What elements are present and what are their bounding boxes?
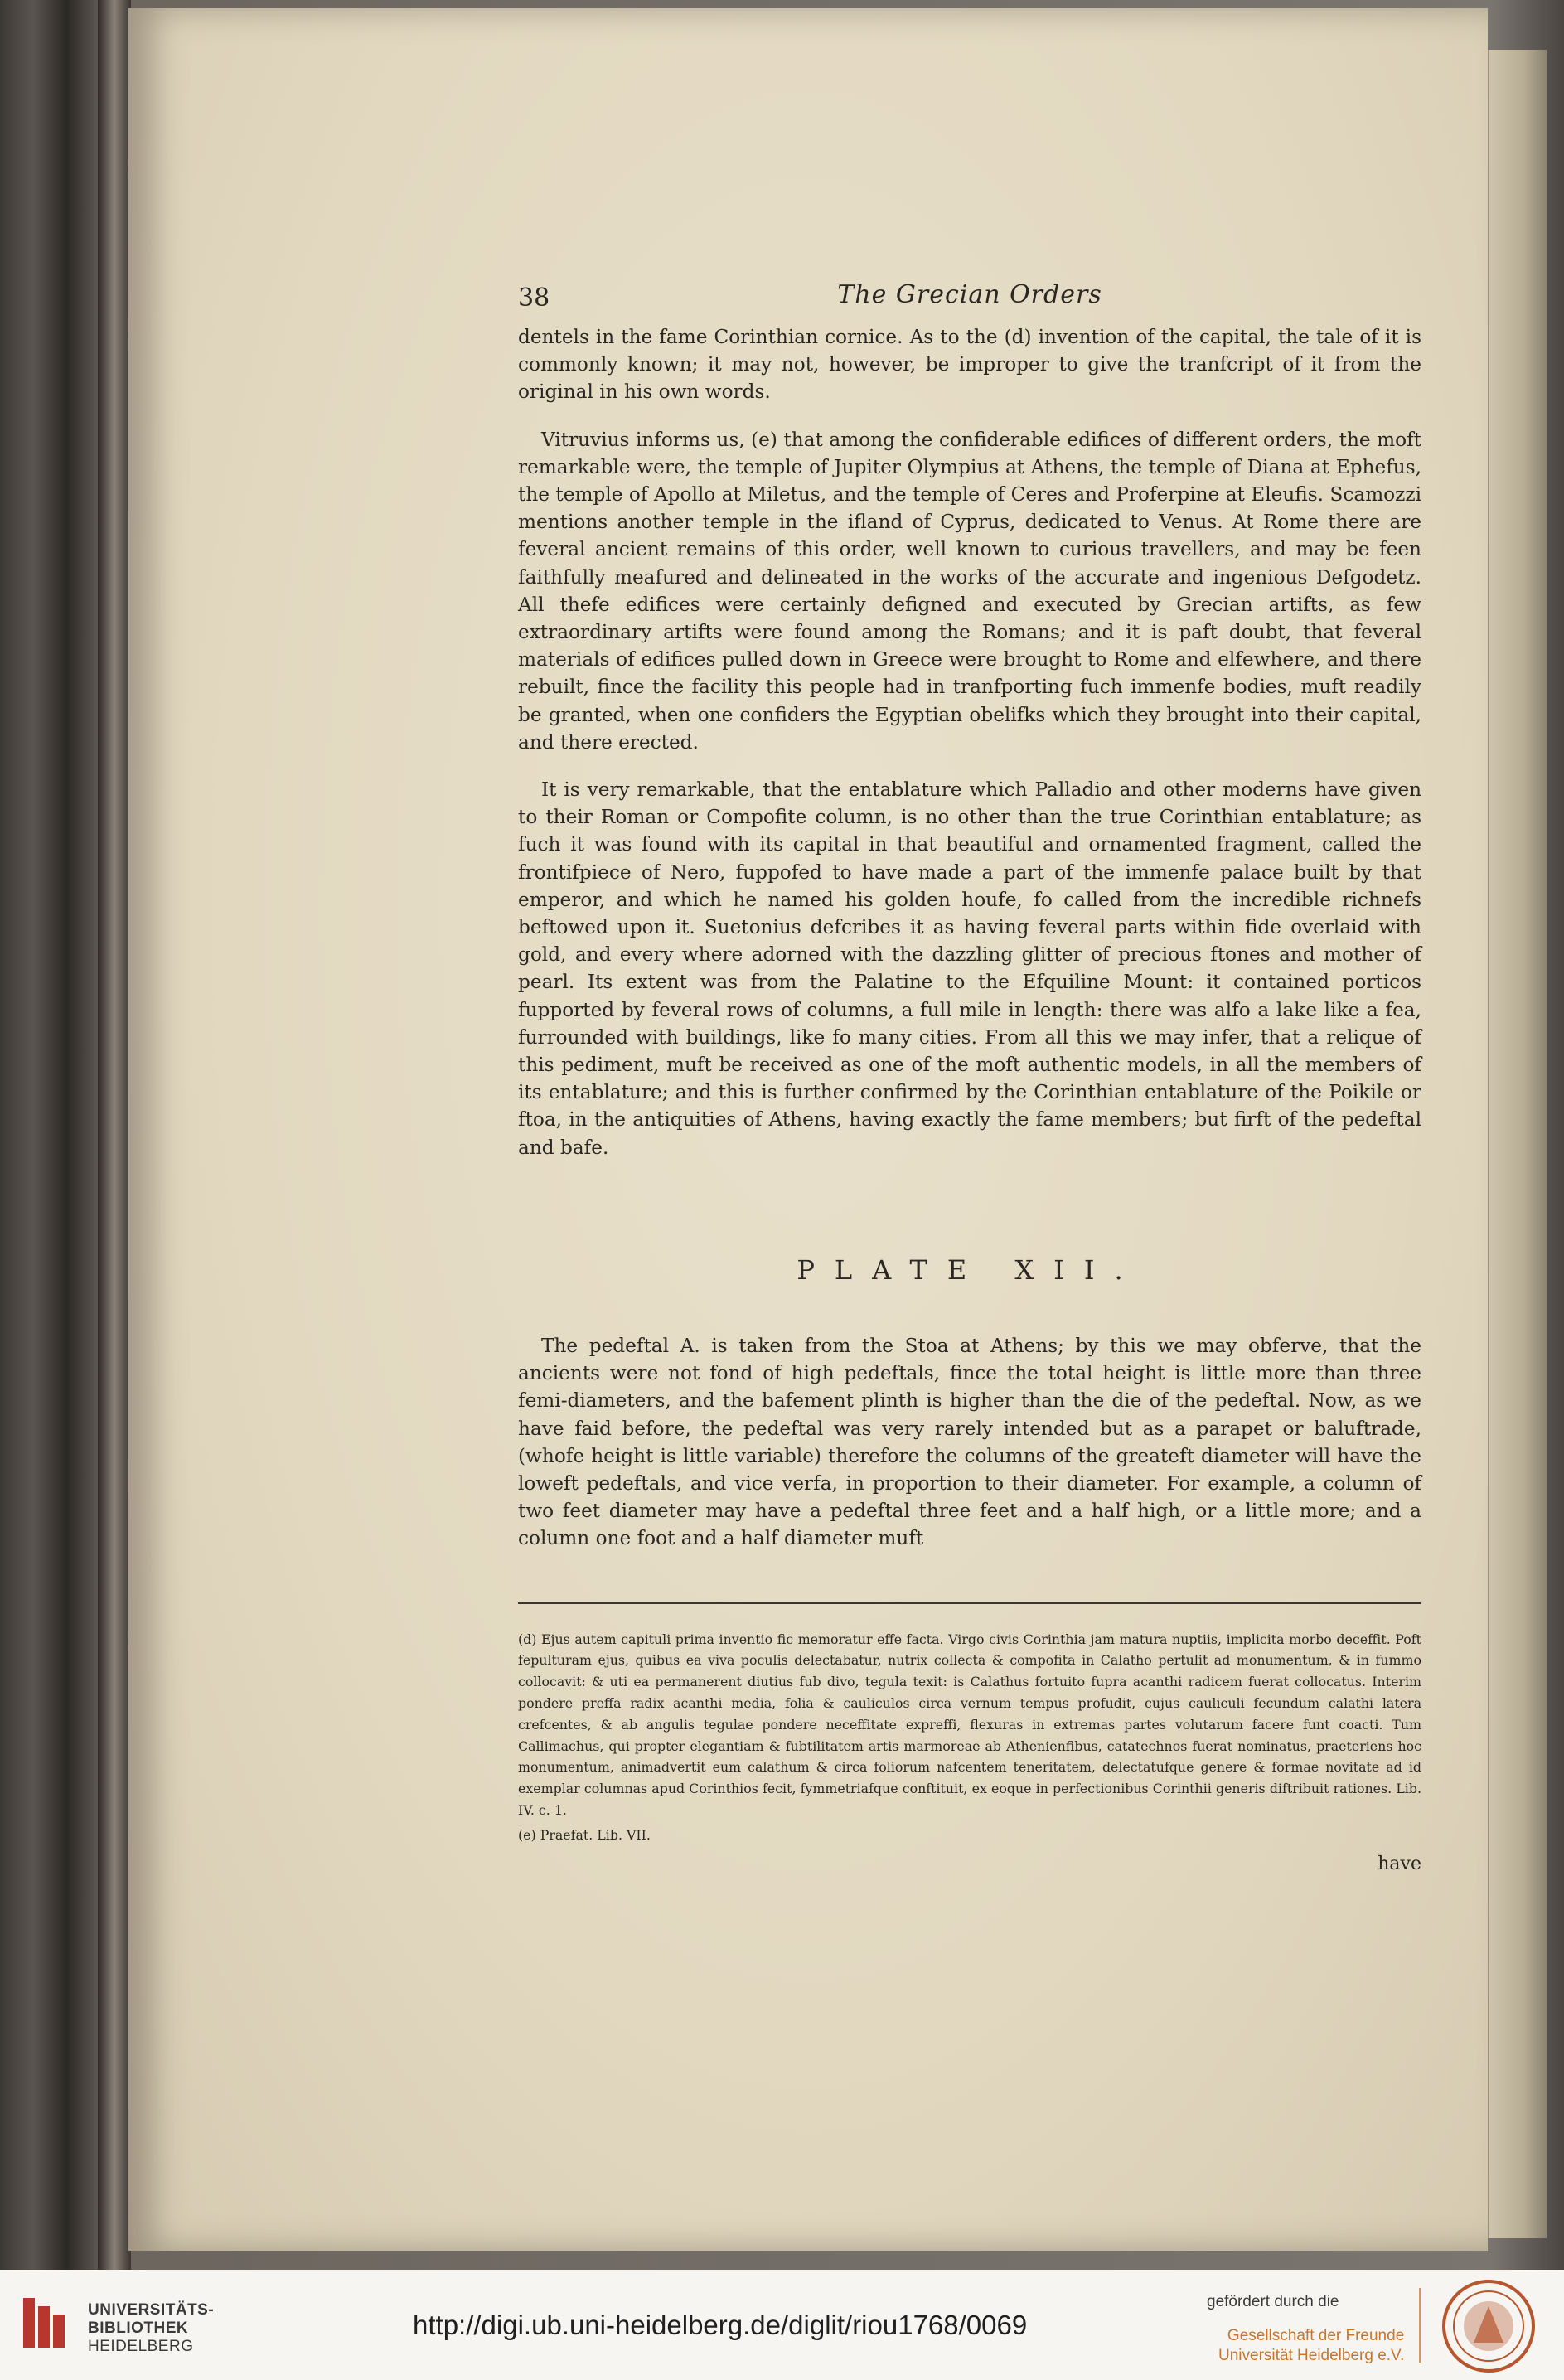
society-line-1: Gesellschaft der Freunde xyxy=(1227,2327,1405,2344)
page-header xyxy=(518,274,1421,323)
library-line-3: HEIDELBERG xyxy=(88,2338,194,2355)
paragraph-3: It is very remarkable, that the entablature which Palladio and other moderns have given to their Roman or Compofite column, is no other than the true Corinthian entablature; as fuch it was found with its capital in that beautiful and ornamented fragment, called the frontifpiece of Nero, fuppofed to have made a part of the immenfe palace built by that emperor, and which he named his golden houfe, fo called from the incredible richnefs beftowed upon it. Suetonius defcribes it as having feveral parts within fide overlaid with gold, and every where adorned with the dazzling glitter of precious ftones and mother of pearl. Its extent was from the Palatine to the Efquiline Mount: it contained porticos fupported by feveral rows of columns, a full mile in length: there was alfo a lake like a fea, furrounded with buildings, like fo many cities. From all this we may infer, that a relique of this pediment, muft be received as one of the moft authentic models, in all the members of its entablature; and this is further confirmed by the Corinthian entablature of the Poikile or ftoa, in the antiquities of Athens, having exactly the fame members; but firft of the pedeftal and bafe. xyxy=(518,778,1421,1159)
book-spine xyxy=(98,0,131,2270)
plate-paragraph: The pedeftal A. is taken from the Stoa at Athens; by this we may obferve, that the ancients were not fond of high pedeftals, fince the total height is little more than three femi-diameters, and the bafement plinth is higher than the die of the pedeftal. Now, as we have faid before, the pedeftal was very rarely intended but as a parapet or baluftrade, (whofe height is little variable) therefore the columns of the greateft diameter will have the loweft pedeftals, and vice verfa, in proportion to their diameter. For example, a column of two feet diameter may have a pedeftal three feet and a half high, or a little more; and a column one foot and a half diameter muft xyxy=(518,1334,1421,1550)
catchword: have xyxy=(1378,1854,1421,1875)
university-seal-icon xyxy=(1441,2278,1537,2374)
page-content xyxy=(518,274,1421,1874)
funded-by-label: gefördert durch die xyxy=(1207,2293,1339,2310)
library-name xyxy=(88,2301,214,2356)
footnote-rule xyxy=(518,1602,1421,1604)
permalink-url[interactable]: http://digi.ub.uni-heidelberg.de/diglit/riou1768/0069 xyxy=(413,2310,1028,2340)
footer-bar xyxy=(0,2270,1564,2380)
footnote-d: (d) Ejus autem capituli prima inventio fic memoratur effe facta. Virgo civis Corinthia jam matura nuptiis, implicita morbo deceffit. Poft fepulturam ejus, quibus ea viva poculis delectabatur, nutrix collecta & compofita in Calatho pertulit ad monumentum, & in fummo collocavit: & uti ea permanerent diutius fub divo, tegula texit: is Calathus fortuito fupra acanthi radicem fuerat collocatus. Interim pondere preffa radix acanthi media, folia & cauliculos circa vernum tempus profudit, cujus cauliculi fecundum calathi latera crefcentes, & ab angulis tegulae pondere neceffitate expreffi, flexuras in extremas partes volutarum facere funt coacti. Tum Callimachus, qui propter elegantiam & fubtilitatem artis marmoreae ab Athenienfibus, catatechnos fuerat nominatus, praeteriens hoc monumentum, animadvertit eum calathum & circa foliorum nafcentem teneritatem, delectatufque genere & formae novitate ad id exemplar columnas apud Corinthios fecit, fymmetriafque conftituit, ex eoque in perfectionibus Corinthii generis diftribuit rationes. Lib. IV. c. 1. xyxy=(518,1631,1421,1818)
society-line-2: Universität Heidelberg e.V. xyxy=(1218,2347,1405,2364)
library-logo-icon xyxy=(20,2293,66,2353)
library-line-2: BIBLIOTHEK xyxy=(88,2319,189,2337)
running-title: The Grecian Orders xyxy=(837,280,1102,309)
footer-divider xyxy=(1419,2288,1421,2363)
page-edges xyxy=(1488,50,1547,2238)
library-line-1: UNIVERSITÄTS- xyxy=(88,2301,215,2319)
footnote-e: (e) Praefat. Lib. VII. xyxy=(518,1826,651,1843)
paragraph-2: Vitruvius informs us, (e) that among the confiderable edifices of different orders, the moft remarkable were, the temple of Jupiter Olympius at Athens, the temple of Diana at Ephefus, the temple of Apollo at Miletus, and the temple of Ceres and Proferpine at Eleufis. Scamozzi mentions another temple in the ifland of Cyprus, dedicated to Venus. At Rome there are feveral ancient remains of this order, well known to curious travellers, and may be feen faithfully meafured and delineated in the works of the accurate and ingenious Defgodetz. All thefe edifices were certainly defigned and executed by Grecian artifts, as few extraordinary artifts were found among the Romans; and it is paft doubt, that feveral materials of edifices pulled down in Greece were brought to Rome and elfewhere, and there rebuilt, fince the facility this people had in tranfporting fuch immenfe bodies, muft readily be granted, when one confiders the Egyptian obelifks which they brought into their capital, and there erected. xyxy=(518,428,1421,754)
page-number: 38 xyxy=(518,284,550,313)
society-name xyxy=(1218,2326,1404,2366)
book-page xyxy=(128,8,1488,2251)
plate-heading: PLATE XII. xyxy=(797,1253,1143,1286)
paragraph-1: dentels in the fame Corinthian cornice. As to the (d) invention of the capital, the tale of it is commonly known; it may not, however, be improper to give the tranfcript of it from the original in his own words. xyxy=(518,326,1421,404)
